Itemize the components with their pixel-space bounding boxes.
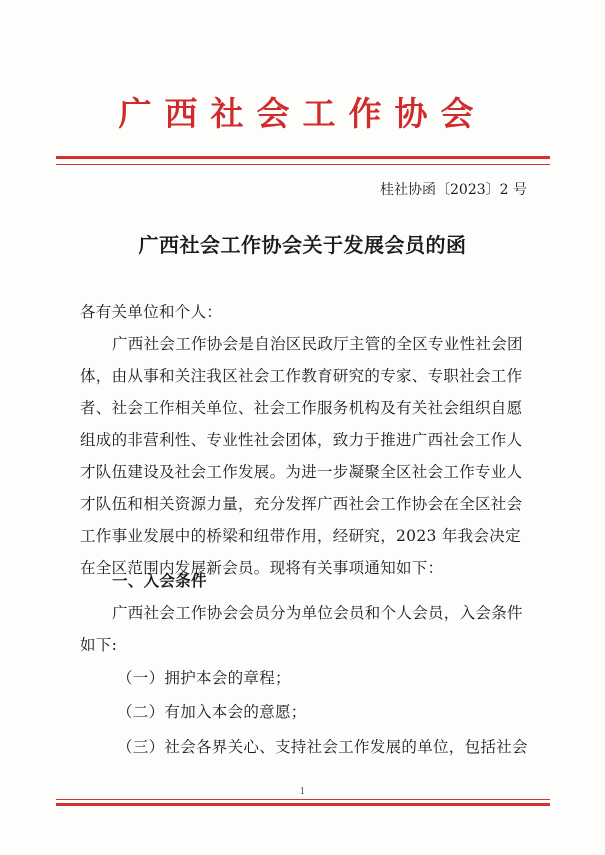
page-number: 1 — [299, 787, 306, 797]
document-number: 桂社协函〔2023〕2 号 — [380, 182, 527, 198]
salutation: 各有关单位和个人： — [80, 303, 223, 321]
header-rule-thin — [56, 164, 550, 165]
header-rule-thick — [56, 156, 550, 159]
organization-header: 广西社会工作协会 — [118, 94, 487, 133]
footer-rule-thin — [56, 799, 550, 800]
footer-rule-thick — [56, 803, 550, 806]
paragraph-intro: 广西社会工作协会是自治区民政厅主管的全区专业性社会团体，由从事和关注我区社会工作教育研究的专家、专职社会工作者、社会工作相关单位、社会工作服务机构及有关社会组织自愿组成的非营利性、专业性社会团体，致力于推进广西社会工作人才队伍建设及社会工作发展。为进一步凝聚全区社会工作专业人才队伍和相关资源力量，充分发挥广西社会工作协会在全区社会工作事业发展中的桥梁和纽带作用，经研究，2023 年我会决定在全区范围内发展新会员。现将有关事项通知如下： — [80, 335, 523, 577]
paragraph-membership-types: 广西社会工作协会会员分为单位会员和个人会员，入会条件如下: — [80, 604, 523, 654]
section-heading-membership-conditions: 一、入会条件 — [112, 572, 207, 590]
list-item: （二）有加入本会的意愿； — [117, 703, 307, 721]
document-title: 广西社会工作协会关于发展会员的函 — [138, 233, 467, 257]
list-item: （三）社会各界关心、支持社会工作发展的单位，包括社会 — [117, 738, 528, 756]
list-item: （一）拥护本会的章程； — [117, 669, 291, 687]
